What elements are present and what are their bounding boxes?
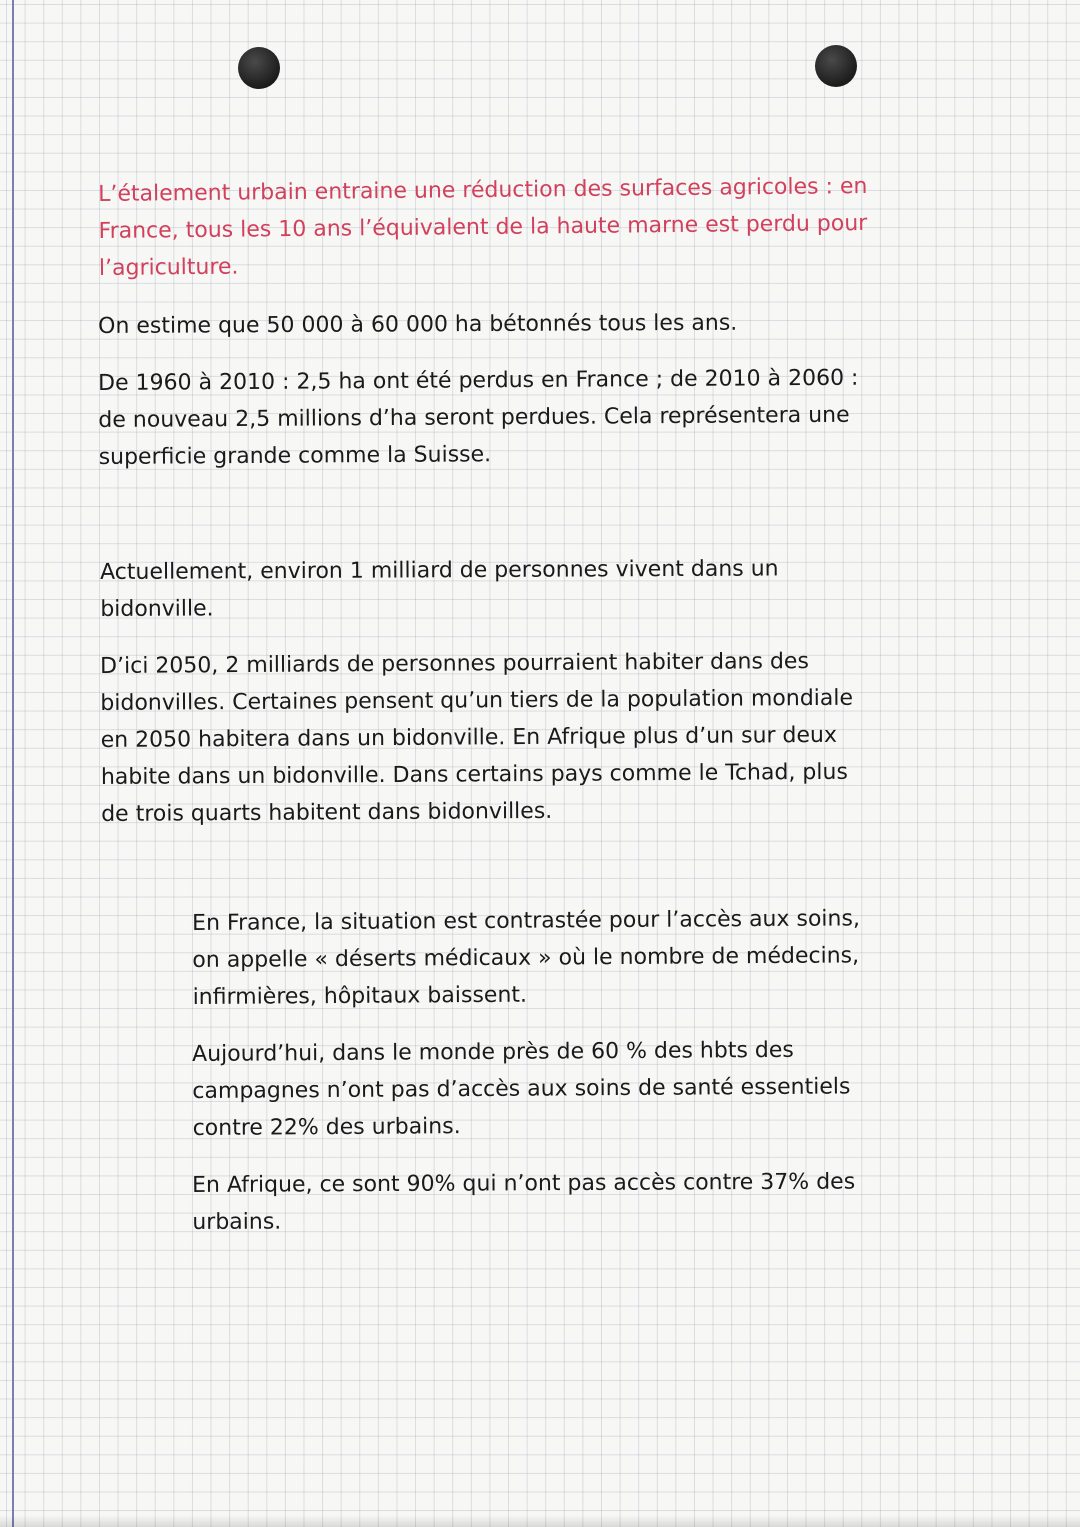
text-line: campagnes n’ont pas d’accès aux soins de santé essentiels [192,1074,851,1104]
paragraph-soins-afrique [192,1164,855,1241]
text-line: France, tous les 10 ans l’équivalent de la haute marne est perdu pour [98,210,868,244]
paragraph-estimation [98,305,737,345]
paragraph-soins-monde [192,1031,851,1147]
paragraph-periode-1960-2060 [98,360,859,476]
text-line: En France, la situation est contrastée pour l’accès aux soins, [192,906,860,936]
text-line: De 1960 à 2010 : 2,5 ha ont été perdus en France ; de 2010 à 2060 : [98,365,859,396]
text-line: En Afrique, ce sont 90% qui n’ont pas accès contre 37% des [192,1169,856,1198]
text-line: D’ici 2050, 2 milliards de personnes pourraient habiter dans des [100,649,809,679]
text-line: contre 22% des urbains. [192,1114,461,1141]
text-line: Actuellement, environ 1 milliard de personnes vivent dans un [100,556,779,585]
text-line: en 2050 habitera dans un bidonville. En Afrique plus d’un sur deux [100,722,838,753]
text-line: bidonville. [100,596,214,622]
paragraph-deserts-medicaux [192,900,861,1016]
text-line: urbains. [192,1209,282,1235]
text-line: On estime que 50 000 à 60 000 ha bétonnés tous les ans. [98,310,738,339]
margin-line [12,0,14,1527]
text-line: superficie grande comme la Suisse. [98,442,492,470]
text-line: de nouveau 2,5 millions d’ha seront perdues. Cela représentera une [98,402,850,433]
text-line: infirmières, hôpitaux baissent. [192,982,528,1010]
text-line: on appelle « déserts médicaux » où le nombre de médecins, [192,943,860,973]
text-line: l’agriculture. [98,254,239,281]
text-line: de trois quarts habitent dans bidonvilles. [101,798,553,827]
text-line: bidonvilles. Certaines pensent qu’un tiers de la population mondiale [100,685,854,716]
paragraph-bidonvilles-2050 [100,643,854,833]
punch-hole-left [238,47,280,89]
paragraph-bidonvilles-actuel [100,550,779,628]
text-line: L’étalement urbain entraine une réduction des surfaces agricoles : en [98,173,868,207]
paragraph-etalement-urbain [98,168,868,287]
text-line: Aujourd’hui, dans le monde près de 60 % des hbts des [192,1037,794,1067]
punch-hole-right [815,45,857,87]
page-edge-shadow [0,1515,1080,1527]
text-line: habite dans un bidonville. Dans certains pays comme le Tchad, plus [100,759,848,790]
